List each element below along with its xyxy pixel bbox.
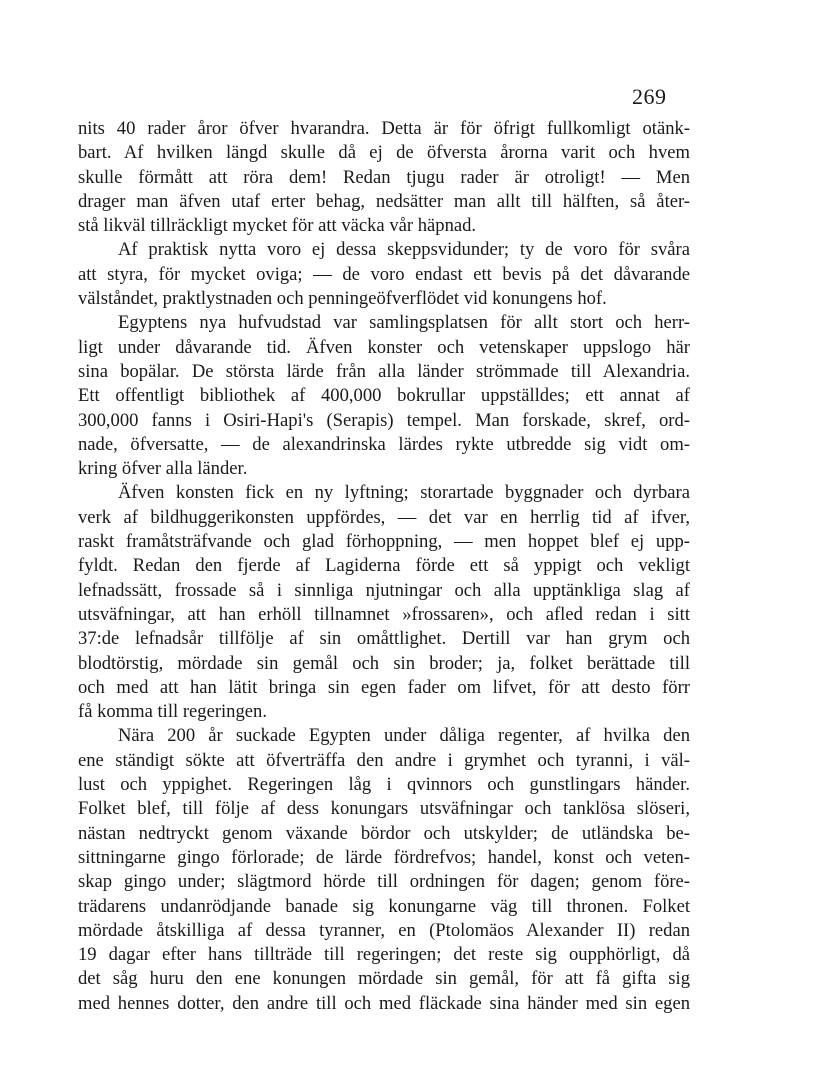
text-line: drager man äfven utaf erter behag, nedsätter man allt till hälften, så åter- [78, 190, 690, 212]
text-line: lefnadssätt, frossade så i sinnliga njutningar och alla upptänkliga slag af [78, 579, 690, 601]
text-line: välståndet, praktlystnaden och penningeöfverflödet vid konungens hof. [78, 288, 607, 310]
text-line: Ett offentligt bibliothek af 400,000 bokrullar uppställdes; ett annat af [78, 385, 690, 407]
text-line: Af praktisk nytta voro ej dessa skeppsvidunder; ty de voro för svåra [118, 239, 690, 261]
text-line: fyldt. Redan den fjerde af Lagiderna förde ett så yppigt och vekligt [78, 555, 690, 577]
text-line: sina bopälar. De största lärde från alla länder strömmade till Alexandria. [78, 360, 690, 382]
text-line: få komma till regeringen. [78, 701, 267, 723]
text-line: och med att han lätit bringa sin egen fader om lifvet, för att desto förr [78, 676, 690, 698]
text-line: 300,000 fanns i Osiri-Hapi's (Serapis) tempel. Man forskade, skref, ord- [78, 409, 690, 431]
text-line: sittningarne gingo förlorade; de lärde fördrefvos; handel, konst och veten- [78, 846, 690, 868]
text-line: 37:de lefnadsår tillfölje af sin omåttlighet. Dertill var han grym och [78, 628, 690, 650]
text-line: bart. Af hvilken längd skulle då ej de öfversta årorna varit och hvem [78, 142, 690, 164]
text-line: Äfven konsten fick en ny lyftning; storartade byggnader och dyrbara [118, 482, 690, 504]
text-line: 19 dagar efter hans tillträde till regeringen; det reste sig oupphörligt, då [78, 944, 690, 966]
page-number: 269 [632, 84, 667, 109]
text-line: raskt framåtsträfvande och glad förhoppning, — men hoppet blef ej upp- [78, 531, 690, 553]
text-line: verk af bildhuggerikonsten uppfördes, — det var en herrlig tid af ifver, [78, 506, 690, 528]
text-line: nästan nedtryckt genom växande bördor och utskylder; de utländska be- [78, 822, 690, 844]
text-line: skulle förmått att röra dem! Redan tjugu rader är otroligt! — Men [78, 166, 690, 188]
text-line: Folket blef, till följe af dess konungars utsväfningar och tanklösa slöseri, [78, 798, 690, 820]
text-line: nade, öfversatte, — de alexandrinska lärdes rykte utbredde sig vidt om- [78, 433, 690, 455]
text-line: kring öfver alla länder. [78, 458, 248, 480]
text-line: blodtörstig, mördade sin gemål och sin broder; ja, folket berättade till [78, 652, 690, 674]
text-line: stå likväl tillräckligt mycket för att väcka vår häpnad. [78, 215, 477, 237]
text-line: lust och yppighet. Regeringen låg i qvinnors och gunstlingars händer. [78, 774, 690, 796]
text-line: Egyptens nya hufvudstad var samlingsplatsen för allt stort och herr- [118, 312, 690, 334]
text-line: ligt under dåvarande tid. Äfven konster och vetenskaper uppslogo här [78, 336, 690, 358]
text-line: ene ständigt sökte att öfverträffa den andre i grymhet och tyranni, i väl- [78, 749, 690, 771]
text-line: det såg huru den ene konungen mördade sin gemål, för att få gifta sig [78, 968, 690, 990]
body-text [78, 117, 690, 1016]
text-line: med hennes dotter, den andre till och med fläckade sina händer med sin egen [78, 992, 690, 1014]
text-line: Nära 200 år suckade Egypten under dåliga regenter, af hvilka den [118, 725, 690, 747]
text-line: mördade åtskilliga af dessa tyranner, en (Ptolomäos Alexander II) redan [78, 919, 690, 941]
text-line: nits 40 rader åror öfver hvarandra. Detta är för öfrigt fullkomligt otänk- [78, 118, 690, 139]
text-line: att styra, för mycket oviga; — de voro endast ett bevis på det dåvarande [78, 263, 690, 285]
text-line: skap gingo under; slägtmord hörde till ordningen för dagen; genom före- [78, 871, 690, 893]
text-line: utsväfningar, att han erhöll tillnamnet »frossaren», och afled redan i sitt [78, 603, 690, 625]
text-line: trädarens undanrödjande banade sig konungarne väg till thronen. Folket [78, 895, 690, 917]
